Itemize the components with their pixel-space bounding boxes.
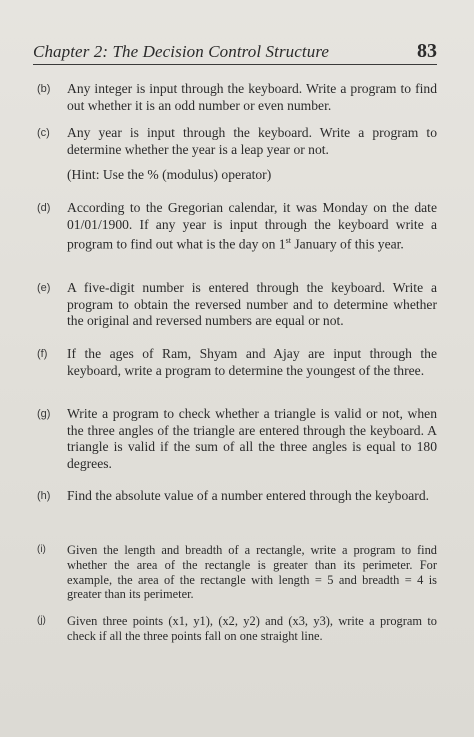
exercise-text-part: January of this year. [290,236,404,252]
exercise-label: (i) [37,544,46,555]
exercise-text: Given the length and breadth of a rectangle, write a program to find whether the area of the rectangle is greater than its perimeter. For example, the area of the rectangle with length = 5 and breadth = 4 is greater than its perimeter. [67,543,437,602]
exercise-label: (j) [37,615,46,626]
exercise-text [67,200,437,253]
exercise-g [37,406,437,472]
exercise-text: If the ages of Ram, Shyam and Ajay are input through the keyboard, write a program to determine the youngest of the three. [67,346,437,378]
page-number: 83 [417,40,437,62]
exercise-c [37,125,437,184]
exercise-text: Find the absolute value of a number entered through the keyboard. [67,488,430,503]
exercise-text: Any year is input through the keyboard. Write a program to determine whether the year is a leap year or not. [67,125,437,157]
exercise-b [37,81,437,114]
ordinal-superscript: st [285,236,291,245]
exercise-text: A five-digit number is entered through the keyboard. Write a program to obtain the reversed number and to determine whether the original and reversed numbers are equal or not. [67,280,437,328]
exercise-e [37,280,437,330]
exercise-i [37,543,437,602]
exercise-label: (h) [37,490,51,502]
exercise-f [37,346,437,379]
exercise-label: (d) [37,202,51,214]
exercise-j [37,614,437,644]
exercise-text: Any integer is input through the keyboard. Write a program to find out whether it is an odd number or even number. [67,81,437,113]
exercise-label: (b) [37,83,51,95]
page-header [33,38,437,65]
exercise-text: Given three points (x1, y1), (x2, y2) and (x3, y3), write a program to check if all the three points fall on one straight line. [67,614,437,643]
exercise-label: (g) [37,408,51,420]
chapter-title: Chapter 2: The Decision Control Structure [33,42,330,61]
exercise-hint: (Hint: Use the % (modulus) operator) [67,167,272,182]
exercise-label: (e) [37,282,51,294]
exercise-text: Write a program to check whether a triangle is valid or not, when the three angles of the triangle are entered through the keyboard. A triangle is valid if the sum of all the three angles is equal to 180 degrees. [67,406,437,471]
exercise-label: (f) [37,348,48,360]
exercise-d [37,200,437,253]
exercise-text-part: According to the Gregorian calendar, it was Monday on the date 01/01/1900. If any year is input through the keyboard write a program to find out what is the day on 1 [67,200,437,252]
exercise-h [37,488,437,505]
exercise-label: (c) [37,127,50,139]
